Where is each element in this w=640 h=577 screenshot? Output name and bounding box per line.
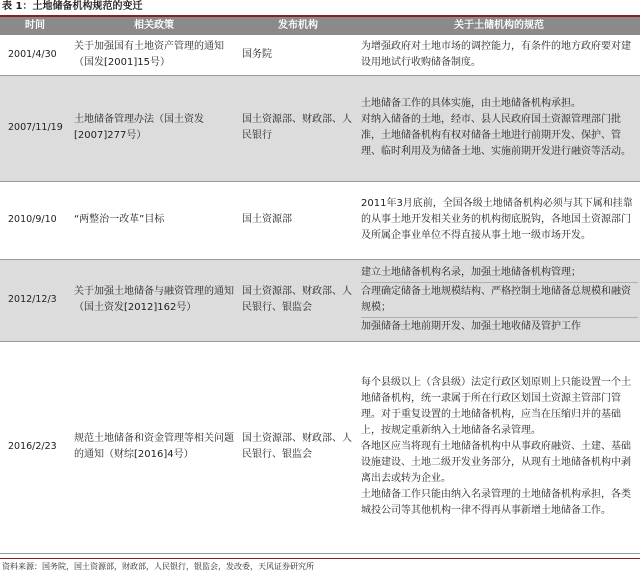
regulation-paragraph: 每个县级以上（含县级）法定行政区划原则上只能设置一个土地储备机构，统一隶属于所在行政区划国土资源主管部门管理。对于重复设置的土地储备机构，应当在压缩归并的基础上，按规定重新纳入土地储备名录管理。 <box>361 377 631 436</box>
row-policy: 规范土地储备和资金管理等相关问题的通知（财综[2016]4号） <box>70 341 238 553</box>
regulation-divider <box>361 282 638 283</box>
header-date: 时间 <box>0 17 70 35</box>
row-agency: 国务院 <box>238 35 358 75</box>
row-agency: 国土资源部、财政部、人民银行 <box>238 75 358 181</box>
regulation-paragraph: 土地储备工作只能由纳入名录管理的土地储备机构承担，各类城投公司等其他机构一律不得再从事新增土地储备工作。 <box>361 489 631 516</box>
row-regulation <box>358 35 640 75</box>
row-regulation <box>358 259 640 341</box>
regulation-paragraph: 加强储备土地前期开发、加强土地收储及管护工作 <box>361 321 581 332</box>
row-agency: 国土资源部、财政部、人民银行、银监会 <box>238 259 358 341</box>
table-bottom-rule <box>0 558 640 559</box>
row-policy: 关于加强土地储备与融资管理的通知（国土资发[2012]162号） <box>70 259 238 341</box>
regulation-paragraph: 各地区应当将现有土地储备机构中从事政府融资、土建、基础设施建设、土地二级开发业务部分，从现有土地储备机构中剥离出去或转为企业。 <box>361 441 631 484</box>
row-date: 2001/4/30 <box>0 35 70 75</box>
table-row <box>0 75 640 181</box>
table-row <box>0 341 640 553</box>
header-agency: 发布机构 <box>238 17 358 35</box>
regulation-paragraph: 为增强政府对土地市场的调控能力，有条件的地方政府要对建设用地试行收购储备制度。 <box>361 40 631 68</box>
regulation-divider <box>361 317 638 318</box>
policy-table <box>0 17 640 554</box>
table-row <box>0 35 640 75</box>
regulation-paragraph: 2011年3月底前，全国各级土地储备机构必须与其下属和挂靠的从事土地开发相关业务的机构彻底脱钩，各地国土资源部门及所属企事业单位不得直接从事土地一级市场开发。 <box>361 198 633 241</box>
regulation-paragraph: 建立土地储备机构名录，加强土地储备机构管理； <box>361 267 581 278</box>
regulation-paragraph: 土地储备工作的具体实施，由土地储备机构承担。 <box>361 98 581 109</box>
row-policy: 关于加强国有土地资产管理的通知（国发[2001]15号） <box>70 35 238 75</box>
source-note: 资料来源：国务院，国土资源部，财政部，人民银行，银监会，发改委，天风证券研究所 <box>2 562 314 571</box>
header-regulation: 关于土储机构的规范 <box>358 17 640 35</box>
row-date: 2016/2/23 <box>0 341 70 553</box>
table-row <box>0 181 640 259</box>
row-date: 2007/11/19 <box>0 75 70 181</box>
regulation-paragraph: 合理确定储备土地规模结构、严格控制土地储备总规模和融资规模； <box>361 286 631 313</box>
row-date: 2012/12/3 <box>0 259 70 341</box>
row-regulation <box>358 75 640 181</box>
table-caption: 表 1：土地储备机构规范的变迁 <box>2 1 143 12</box>
row-policy: “两整治一改革”目标 <box>70 181 238 259</box>
row-agency: 国土资源部、财政部、人民银行、银监会 <box>238 341 358 553</box>
row-date: 2010/9/10 <box>0 181 70 259</box>
table-row <box>0 259 640 341</box>
row-regulation <box>358 341 640 553</box>
row-agency: 国土资源部 <box>238 181 358 259</box>
regulation-paragraph: 对纳入储备的土地，经市、县人民政府国土资源管理部门批准，土地储备机构有权对储备土地进行前期开发、保护、管理、临时利用及为储备土地、实施前期开发进行融资等活动。 <box>361 114 631 157</box>
row-regulation <box>358 181 640 259</box>
table-header-row <box>0 17 640 35</box>
header-policy: 相关政策 <box>70 17 238 35</box>
row-policy: 土地储备管理办法（国土资发[2007]277号） <box>70 75 238 181</box>
